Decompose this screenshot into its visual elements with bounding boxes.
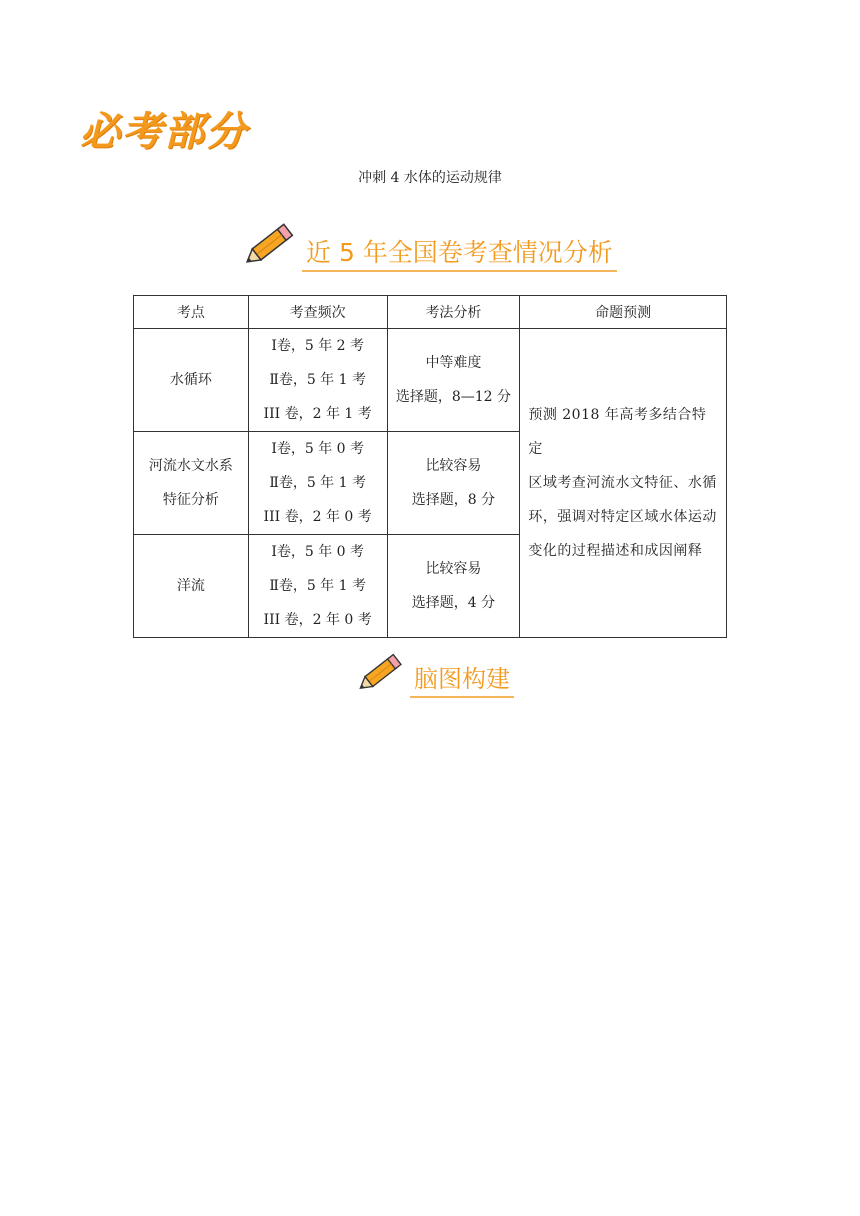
analysis-line: 选择题，4 分 [411,595,496,611]
topic-cell [134,432,249,535]
prediction-line: 环，强调对特定区域水体运动 [528,509,717,525]
analysis-cell [387,329,520,432]
frequency-line: III 卷，2 年 0 考 [263,509,372,525]
analysis-cell [387,535,520,638]
frequency-line: Ⅰ卷，5 年 0 考 [271,441,365,457]
frequency-line: Ⅱ卷，5 年 1 考 [269,578,366,594]
section-logo: 必考部分 [80,109,248,155]
banner-mindmap-title: 脑图构建 [410,666,514,698]
topic-text: 河流水文水系 [148,458,233,474]
header-prediction: 命题预测 [520,296,727,329]
frequency-line: Ⅱ卷，5 年 1 考 [269,475,366,491]
section-banner-analysis [240,220,617,272]
prediction-line: 变化的过程描述和成因阐释 [528,543,703,559]
topic-text: 特征分析 [162,492,219,508]
table-header-row [134,296,727,329]
page-subtitle: 冲刺 4 水体的运动规律 [358,170,502,186]
table-row [134,329,727,432]
frequency-line: Ⅱ卷，5 年 1 考 [269,372,366,388]
frequency-line: Ⅰ卷，5 年 2 考 [271,338,365,354]
analysis-line: 比较容易 [425,458,482,474]
header-topic: 考点 [134,296,249,329]
analysis-line: 中等难度 [425,355,482,371]
analysis-table [133,295,727,638]
frequency-line: III 卷，2 年 0 考 [263,612,372,628]
topic-text: 水循环 [169,372,212,388]
analysis-line: 选择题，8—12 分 [395,389,512,405]
prediction-cell [520,329,727,638]
section-banner-mindmap [354,650,514,698]
analysis-cell [387,432,520,535]
topic-text: 洋流 [176,578,205,594]
topic-cell [134,329,249,432]
prediction-line: 区域考查河流水文特征、水循 [528,475,717,491]
frequency-line: III 卷，2 年 1 考 [263,406,372,422]
pencil-icon [354,650,406,698]
banner-analysis-title: 近 5 年全国卷考查情况分析 [302,239,617,272]
frequency-line: Ⅰ卷，5 年 0 考 [271,544,365,560]
frequency-cell [248,432,387,535]
frequency-cell [248,329,387,432]
header-method: 考法分析 [387,296,520,329]
topic-cell [134,535,249,638]
header-frequency: 考查频次 [248,296,387,329]
frequency-cell [248,535,387,638]
analysis-line: 比较容易 [425,561,482,577]
pencil-icon [240,220,298,272]
analysis-line: 选择题，8 分 [411,492,496,508]
prediction-line: 预测 2018 年高考多结合特定 [528,407,707,457]
